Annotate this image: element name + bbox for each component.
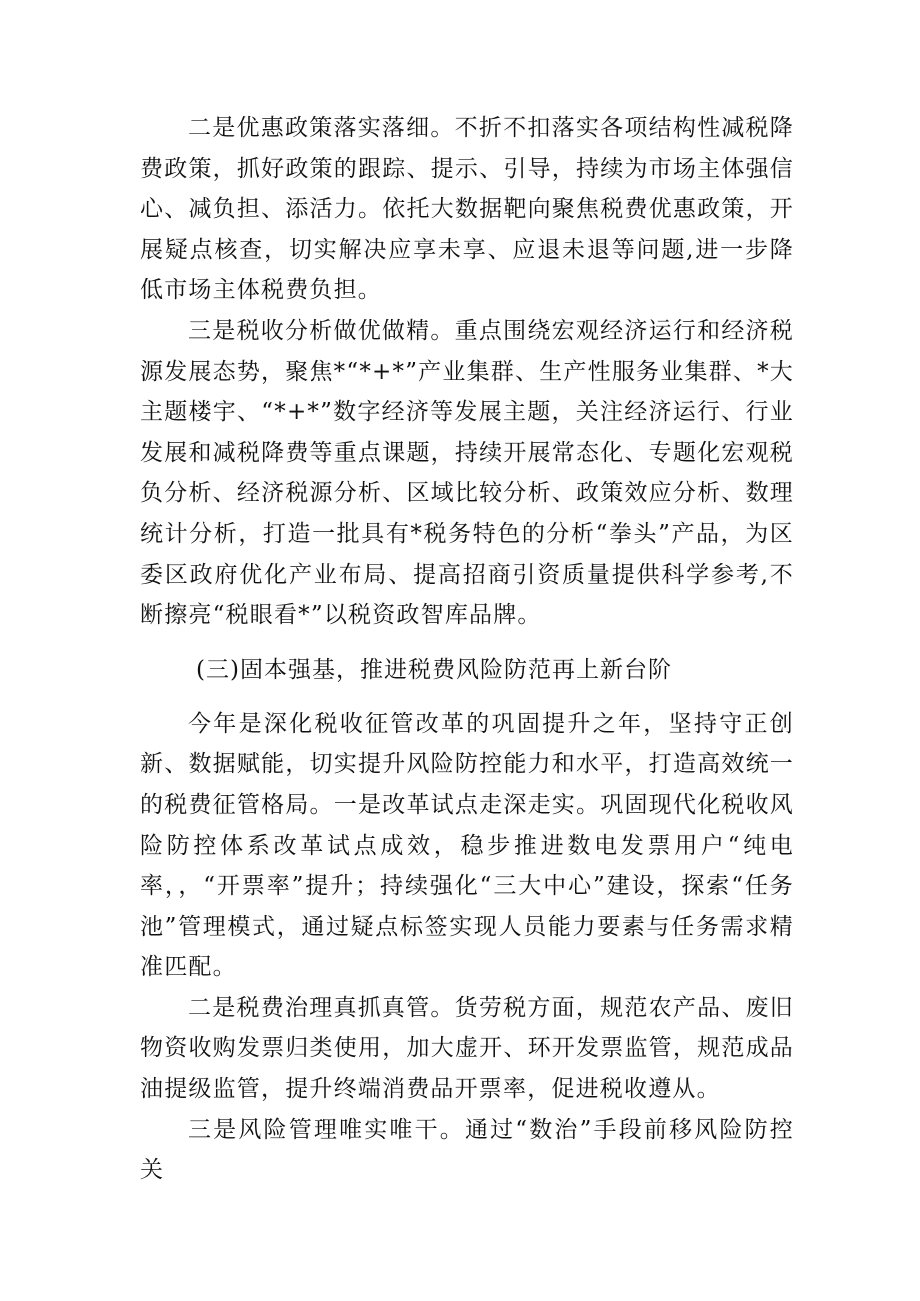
paragraph-preferential-policy: 二是优惠政策落实落细。不折不扣落实各项结构性减税降费政策，抓好政策的跟踪、提示、引导，持续为市场主体强信心、减负担、添活力。依托大数据靶向聚焦税费优惠政策，开展疑点核查，切实解决应享未享、应退未退等问题,进一步降低市场主体税费负担。 — [140, 115, 794, 304]
paragraph-reform-pilot: 今年是深化税收征管改革的巩固提升之年，坚持守正创新、数据赋能，切实提升风险防控能力和水平，打造高效统一的税费征管格局。一是改革试点走深走实。巩固现代化税收风险防控体系改革试点成效，稳步推进数电发票用户“纯电率，，“开票率”提升；持续强化“三大中心”建设，探索“任务池”管理模式，通过疑点标签实现人员能力要素与任务需求精准匹配。 — [140, 710, 794, 981]
paragraph-tax-governance: 二是税费治理真抓真管。货劳税方面，规范农产品、废旧物资收购发票归类使用，加大虚开、环开发票监管，规范成品油提级监管，提升终端消费品开票率，促进税收遵从。 — [140, 994, 794, 1103]
document-body — [140, 108, 794, 1191]
paragraph-tax-analysis: 三是税收分析做优做精。重点围绕宏观经济运行和经济税源发展态势，聚焦*“*+*”产业集群、生产性服务业集群、*大主题楼宇、“*+*”数字经济等发展主题，关注经济运行、行业发展和减税降费等重点课题，持续开展常态化、专题化宏观税负分析、经济税源分析、区域比较分析、政策效应分析、数理统计分析，打造一批具有*税务特色的分析“拳头”产品，为区委区政府优化产业布局、提高招商引资质量提供科学参考,不断擦亮“税眼看*”以税资政智库品牌。 — [140, 317, 794, 629]
section-heading: (三)固本强基，推进税费风险防范再上新台阶 — [196, 656, 672, 683]
paragraph-risk-management: 三是风险管理唯实唯干。通过“数治”手段前移风险防控关 — [140, 1116, 794, 1184]
